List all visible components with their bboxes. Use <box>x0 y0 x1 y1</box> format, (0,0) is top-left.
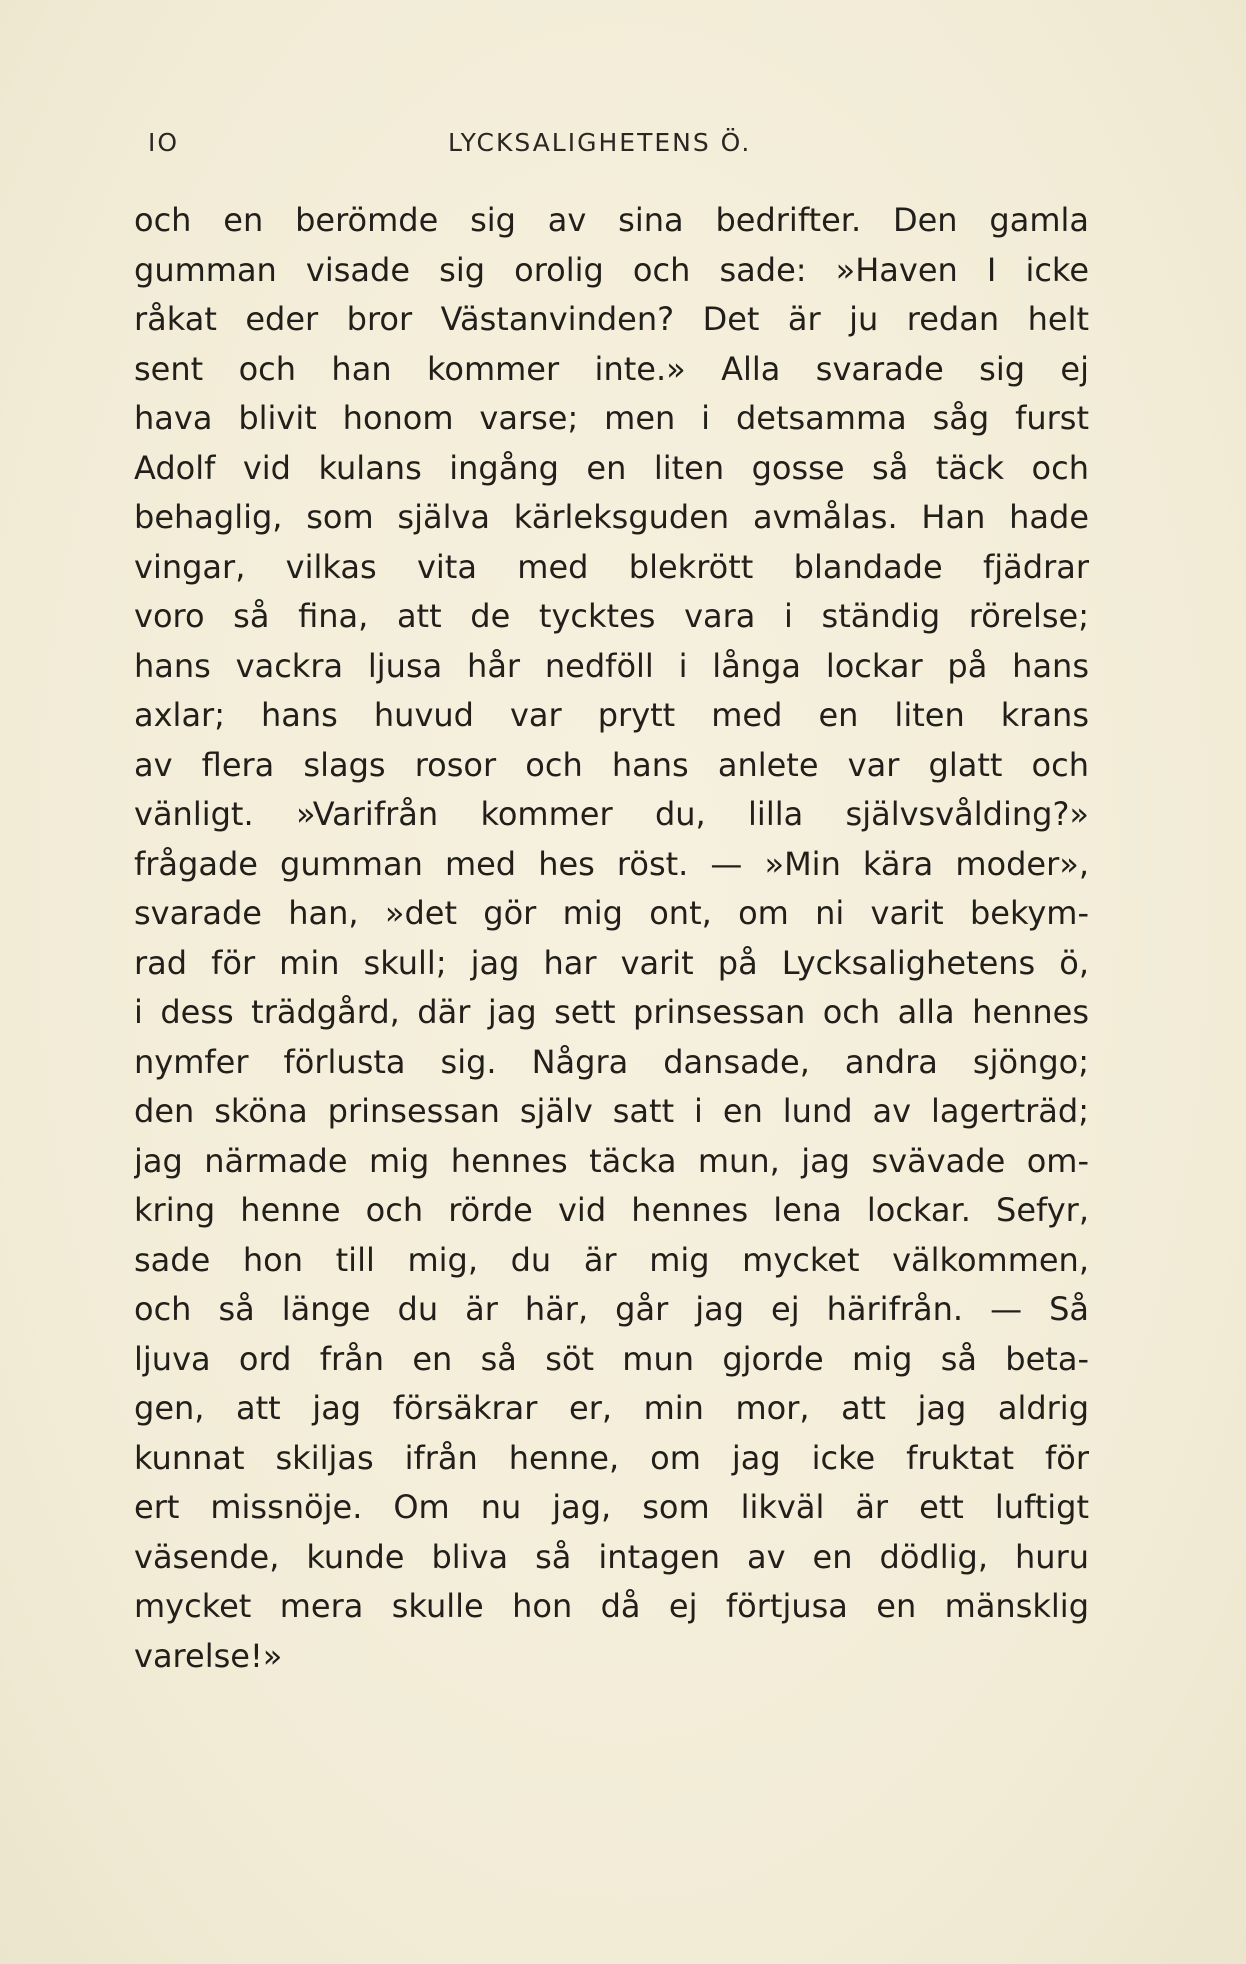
text-line: varelse!» <box>134 1636 283 1675</box>
text-line: rad för min skull; jag har varit på Lycksalighetens ö, <box>134 943 1089 982</box>
text-line: väsende, kunde bliva så intagen av en dödlig, huru <box>134 1537 1089 1576</box>
running-head <box>148 128 1090 168</box>
text-line: sade hon till mig, du är mig mycket välkommen, <box>134 1240 1089 1279</box>
text-line: i dess trädgård, där jag sett prinsessan och alla hennes <box>134 993 1089 1031</box>
text-line: axlar; hans huvud var prytt med en liten krans <box>134 696 1089 734</box>
text-line: frågade gumman med hes röst. — »Min kära moder», <box>134 844 1089 883</box>
text-line: svarade han, »det gör mig ont, om ni varit bekym- <box>134 894 1089 932</box>
text-line: hans vackra ljusa hår nedföll i långa lockar på hans <box>134 646 1089 685</box>
text-line: voro så fina, att de tycktes vara i ständig rörelse; <box>134 597 1089 635</box>
text-line: kunnat skiljas ifrån henne, om jag icke fruktat för <box>134 1438 1089 1477</box>
text-line: gen, att jag försäkrar er, min mor, att jag aldrig <box>134 1389 1089 1427</box>
text-line: och så länge du är här, går jag ej härifrån. — Så <box>134 1290 1089 1328</box>
text-line: behaglig, som själva kärleksguden avmålas. Han hade <box>134 498 1089 536</box>
text-line: Adolf vid kulans ingång en liten gosse så täck och <box>134 448 1089 487</box>
text-line: vingar, vilkas vita med blekrött blandade fjädrar <box>134 547 1089 586</box>
text-line: ert missnöje. Om nu jag, som likväl är ett luftigt <box>134 1488 1089 1526</box>
text-line: jag närmade mig hennes täcka mun, jag svävade om- <box>134 1141 1089 1180</box>
text-line: av flera slags rosor och hans anlete var glatt och <box>134 745 1089 784</box>
text-line: råkat eder bror Västanvinden? Det är ju redan helt <box>134 300 1089 338</box>
text-line: kring henne och rörde vid hennes lena lockar. Sefyr, <box>134 1191 1089 1229</box>
text-line: vänligt. »Varifrån kommer du, lilla självsvålding?» <box>134 795 1089 833</box>
body-text <box>134 196 1089 1681</box>
text-line: den sköna prinsessan själv satt i en lund av lagerträd; <box>134 1092 1089 1130</box>
text-line: hava blivit honom varse; men i detsamma såg furst <box>134 399 1089 437</box>
page-number: IO <box>148 128 180 157</box>
text-line: gumman visade sig orolig och sade: »Haven I icke <box>134 250 1089 289</box>
text-line: ljuva ord från en så söt mun gjorde mig så beta- <box>134 1339 1089 1378</box>
text-line: mycket mera skulle hon då ej förtjusa en mänsklig <box>134 1587 1089 1625</box>
text-line: sent och han kommer inte.» Alla svarade sig ej <box>134 349 1089 388</box>
running-title: LYCKSALIGHETENS Ö. <box>448 128 752 157</box>
text-line: nymfer förlusta sig. Några dansade, andra sjöngo; <box>134 1042 1089 1081</box>
text-line: och en berömde sig av sina bedrifter. Den gamla <box>134 201 1089 239</box>
